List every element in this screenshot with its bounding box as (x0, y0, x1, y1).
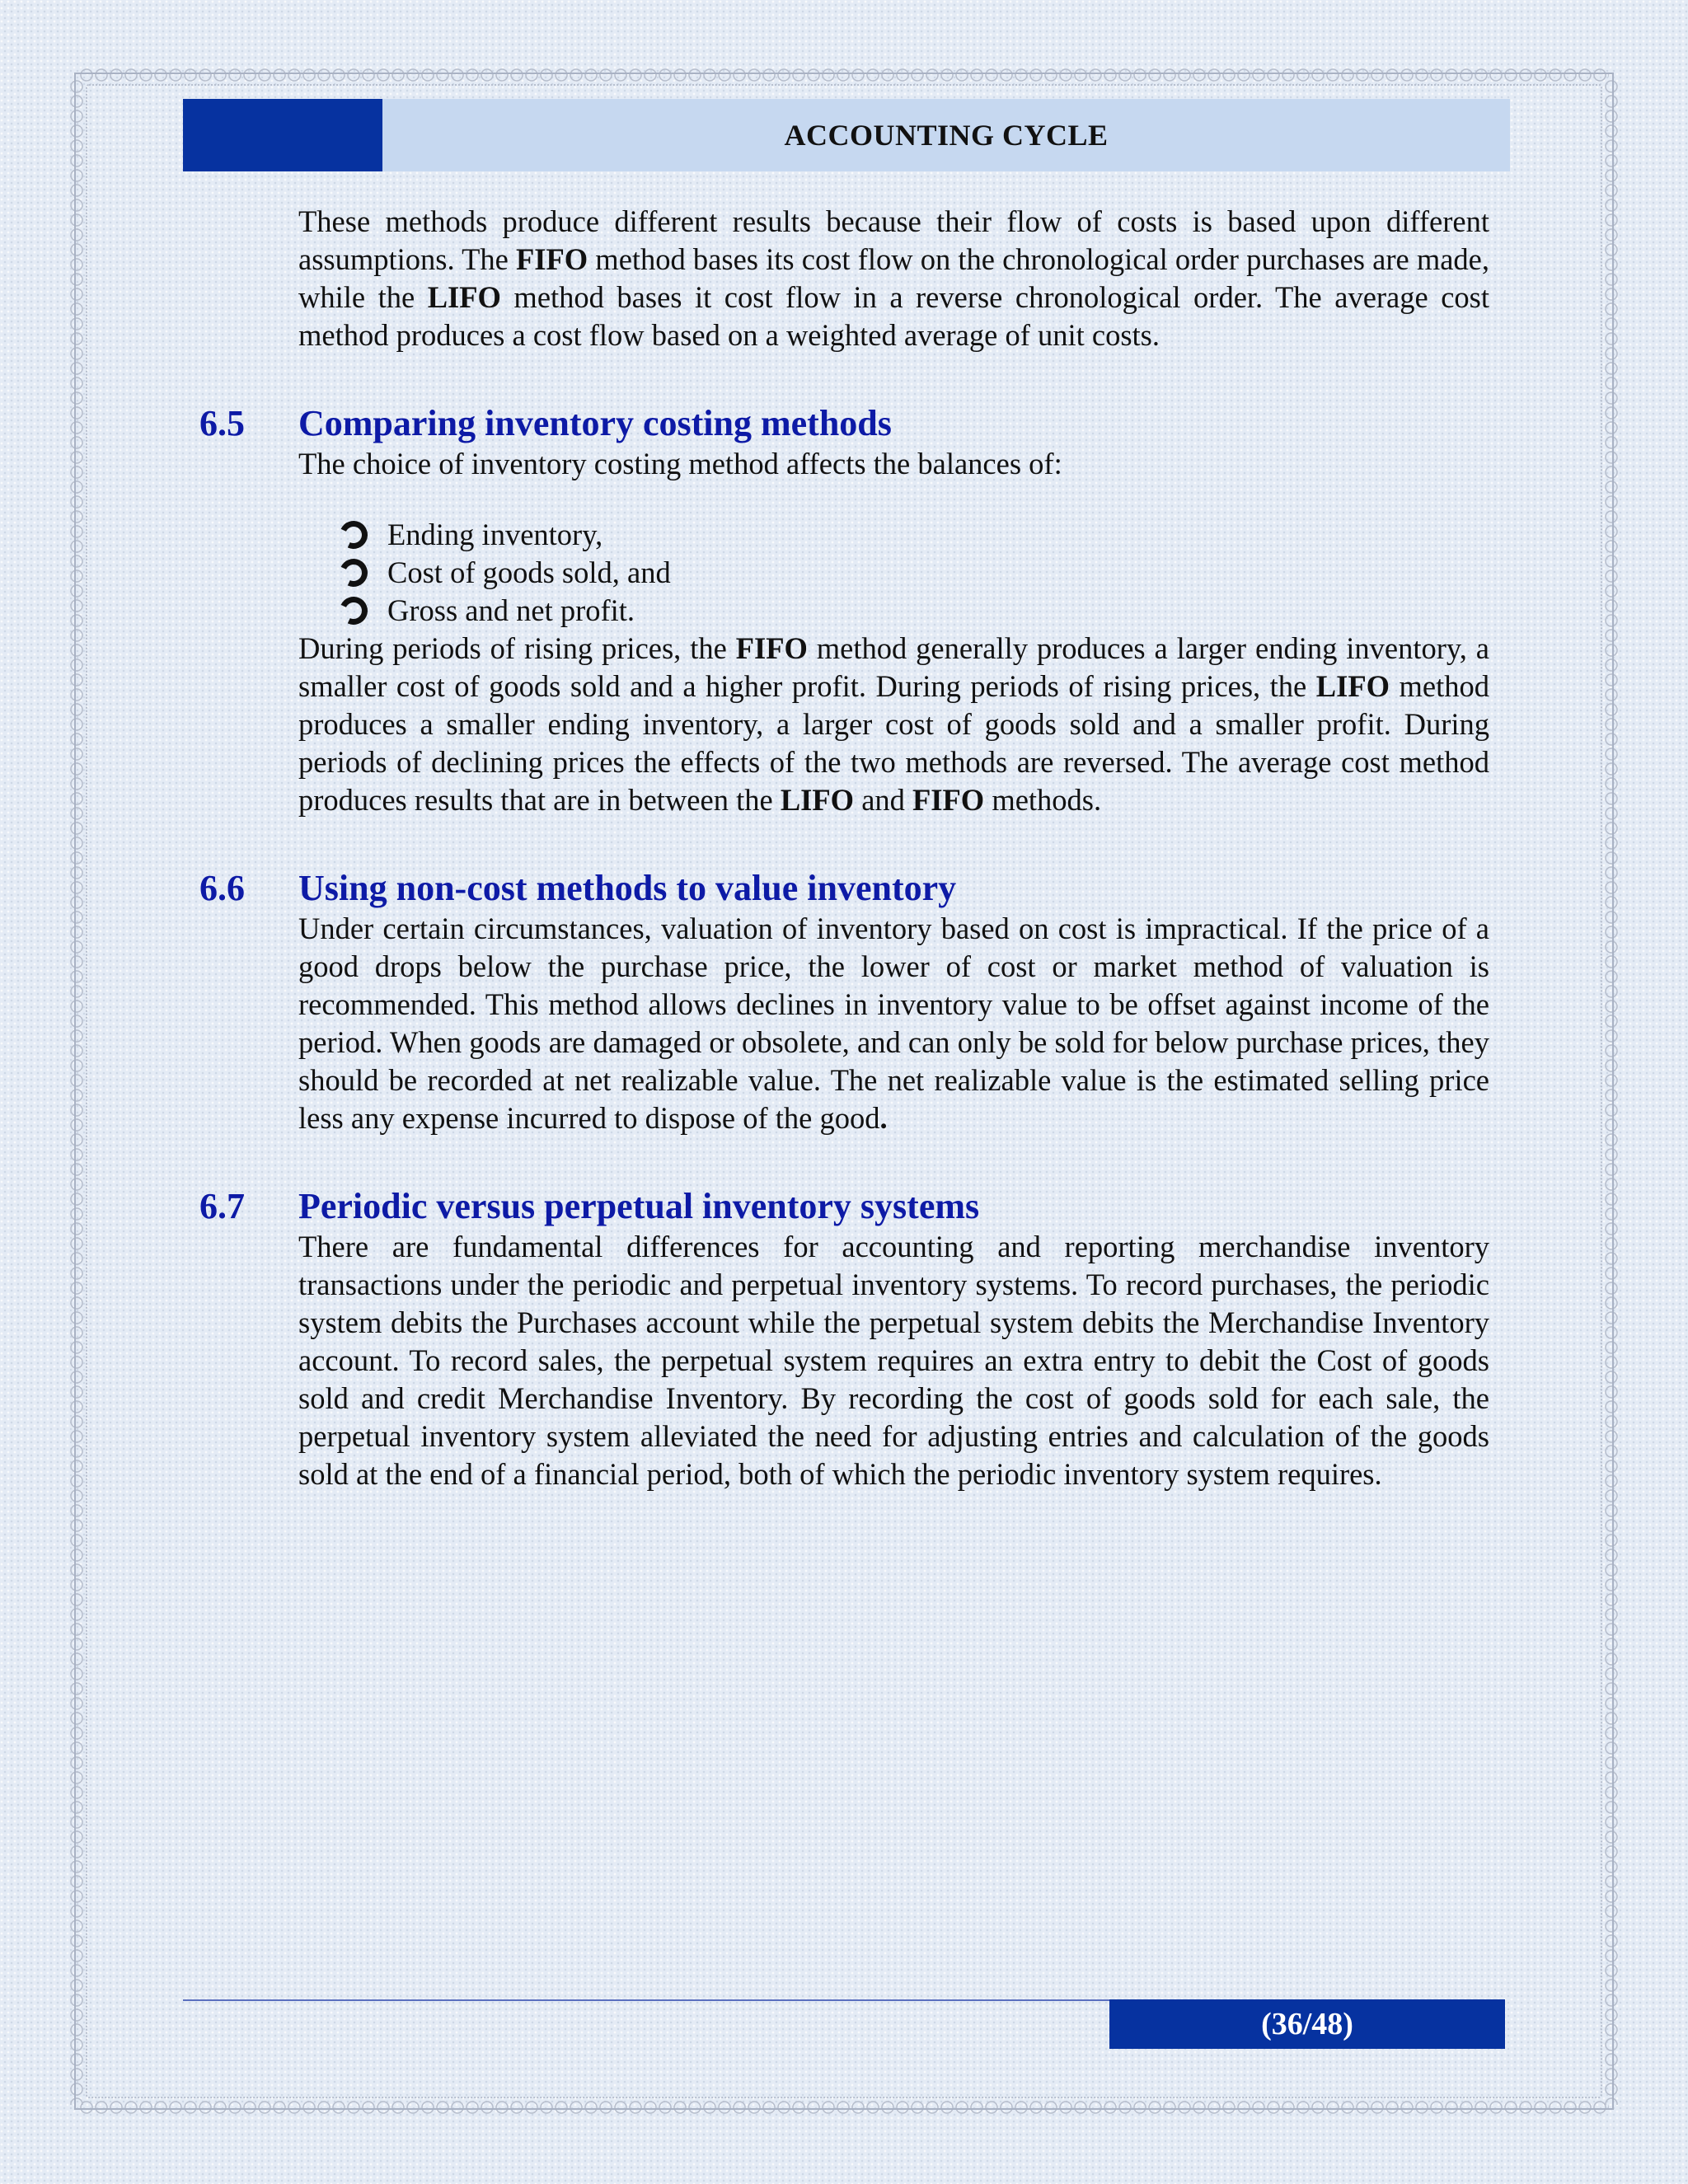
section-number: 6.7 (199, 1186, 245, 1226)
section-6-6-paragraph: Under certain circumstances, valuation of inventory based on cost is impractical. If the price of a good drops below the purchase price, the lower of cost or market method of valuation is recommended. This method allows declines in inventory value to be offset against income of the period. When goods are damaged or obsolete, and can only be sold for below purchase prices, they should be recorded at net realizable value. The net realizable value is the estimated selling price less any expense incurred to dispose of the good. (298, 912, 1489, 1135)
fifo-term: FIFO (515, 242, 588, 276)
open-circle-bullet-icon (335, 555, 372, 591)
section-6-5-paragraph: During periods of rising prices, the FIFO method generally produces a larger ending inventory, a smaller cost of goods sold and a higher profit. During periods of rising prices, the LIFO method produces a smaller ending inventory, a larger cost of goods sold and a smaller profit. During periods of declining prices the effects of the two methods are reversed. The average cost method produces results that are in between the LIFO and FIFO methods. (298, 631, 1489, 817)
section-title: Periodic versus perpetual inventory systems (298, 1186, 980, 1226)
list-item: Cost of goods sold, and (340, 554, 1489, 592)
footer-page-block (1109, 1999, 1505, 2049)
open-circle-bullet-icon (335, 593, 372, 629)
section-heading-6-6 (199, 867, 1489, 910)
section-6-7-paragraph: There are fundamental differences for accounting and reporting merchandise inventory transactions under the periodic and perpetual inventory systems. To record purchases, the periodic system debits the Purchases account while the perpetual system debits the Merchandise Inventory account. To record sales, the perpetual system requires an extra entry to debit the Cost of goods sold and credit Merchandise Inventory. By recording the cost of goods sold for each sale, the perpetual inventory system alleviated the need for adjusting entries and calculation of the goods sold at the end of a financial period, both of which the periodic inventory system requires. (298, 1230, 1489, 1491)
list-item: Ending inventory, (340, 516, 1489, 554)
page-title: ACCOUNTING CYCLE (784, 119, 1109, 152)
intro-paragraph: These methods produce different results because their flow of costs is based upon different assumptions. The FIFO method bases its cost flow on the chronological order purchases are made, while the LIFO method bases it cost flow in a reverse chronological order. The average cost method produces a cost flow based on a weighted average of unit costs. (298, 204, 1490, 352)
section-heading-6-5 (199, 402, 1489, 445)
page-number: (36/48) (1261, 2007, 1353, 2041)
lifo-term: LIFO (1315, 669, 1390, 703)
open-circle-bullet-icon (335, 517, 372, 553)
header-accent-block (183, 99, 382, 171)
section-title: Using non-cost methods to value inventory (298, 868, 957, 908)
lifo-term: LIFO (427, 280, 501, 314)
lifo-term: LIFO (780, 783, 855, 817)
fifo-term: FIFO (735, 631, 808, 665)
header-bar (183, 99, 1510, 171)
section-number: 6.5 (199, 403, 245, 443)
section-number: 6.6 (199, 868, 245, 908)
section-title: Comparing inventory costing methods (298, 403, 892, 443)
list-item: Gross and net profit. (340, 592, 1489, 630)
section-heading-6-7 (199, 1185, 1489, 1228)
fifo-term: FIFO (912, 783, 985, 817)
bullet-list (340, 516, 1489, 630)
footer-rule (183, 1999, 1109, 2001)
page-content (199, 203, 1489, 1493)
section-6-5-lead: The choice of inventory costing method affects the balances of: (298, 447, 1062, 480)
